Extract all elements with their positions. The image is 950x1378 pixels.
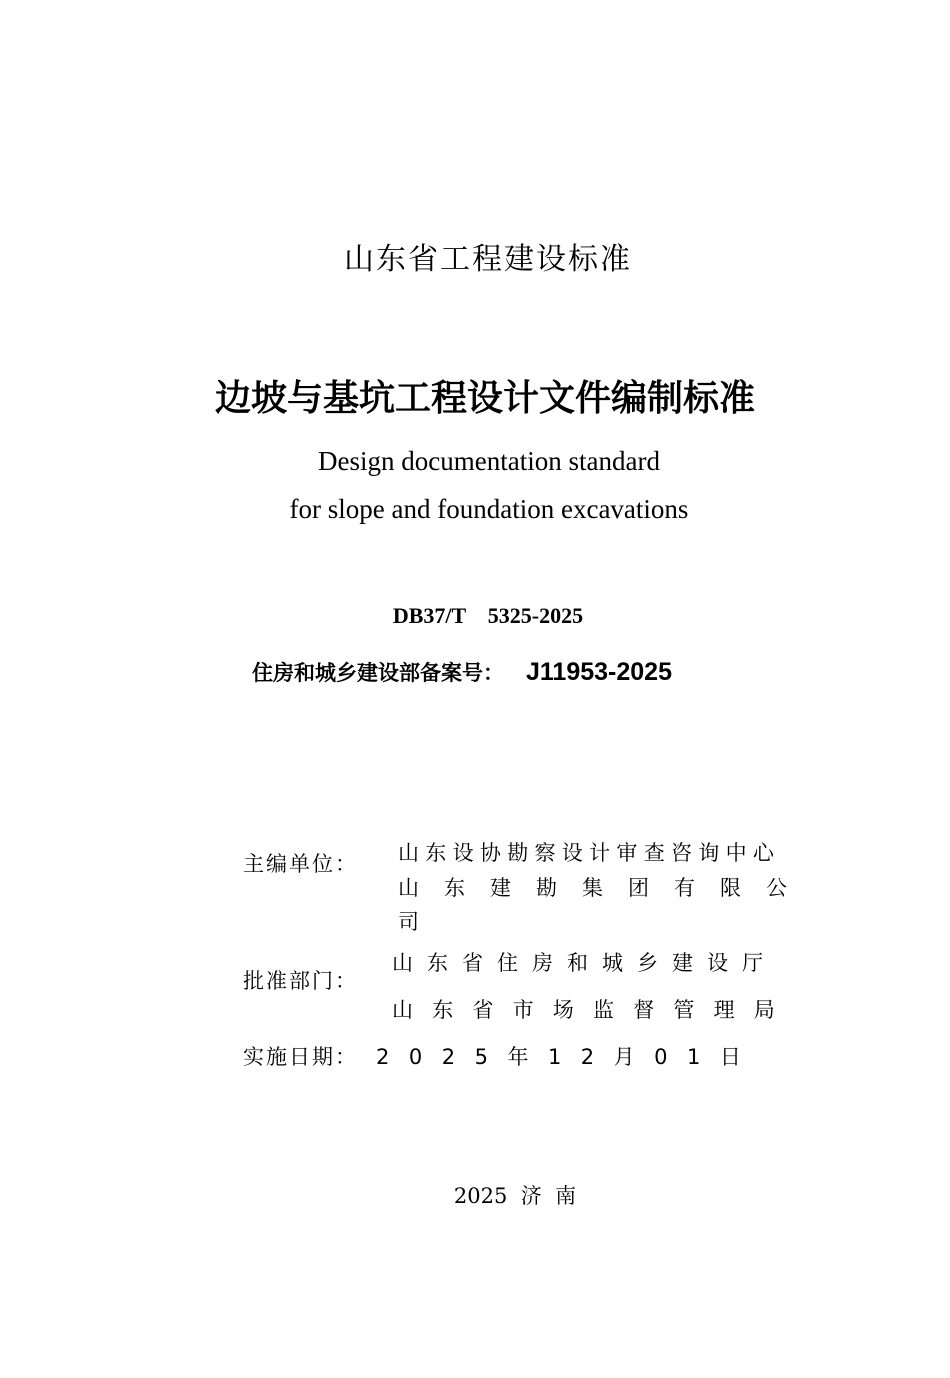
editor-unit-line-3: 司 <box>398 910 419 934</box>
editor-unit-line-2: 山东建勘集团有限公 <box>398 876 812 900</box>
record-number-line <box>252 657 672 687</box>
document-title: 边坡与基坑工程设计文件编制标准 <box>214 378 755 419</box>
effective-date-label: 实施日期： <box>243 1045 358 1069</box>
record-label: 住房和城乡建设部备案号： <box>252 661 504 685</box>
record-number: J11953-2025 <box>526 658 672 686</box>
approval-dept-label: 批准部门： <box>243 969 358 993</box>
standard-code: DB37/T 5325-2025 <box>392 603 584 628</box>
english-title-line-1: Design documentation standard <box>318 446 660 476</box>
approval-dept-line-1: 山东省住房和城乡建设厅 <box>392 951 777 975</box>
editor-unit-line-1: 山东设协勘察设计审查咨询中心 <box>398 841 781 865</box>
english-title-line-2: for slope and foundation excavations <box>289 494 689 524</box>
approval-dept-line-2: 山东省市场监督管理局 <box>392 998 794 1022</box>
effective-date-value: 2025年12月01日 <box>376 1045 761 1069</box>
publication-place-year: 2025 济 南 <box>453 1184 577 1208</box>
editor-unit-label: 主编单位： <box>243 852 358 876</box>
series-title: 山东省工程建设标准 <box>344 242 632 277</box>
